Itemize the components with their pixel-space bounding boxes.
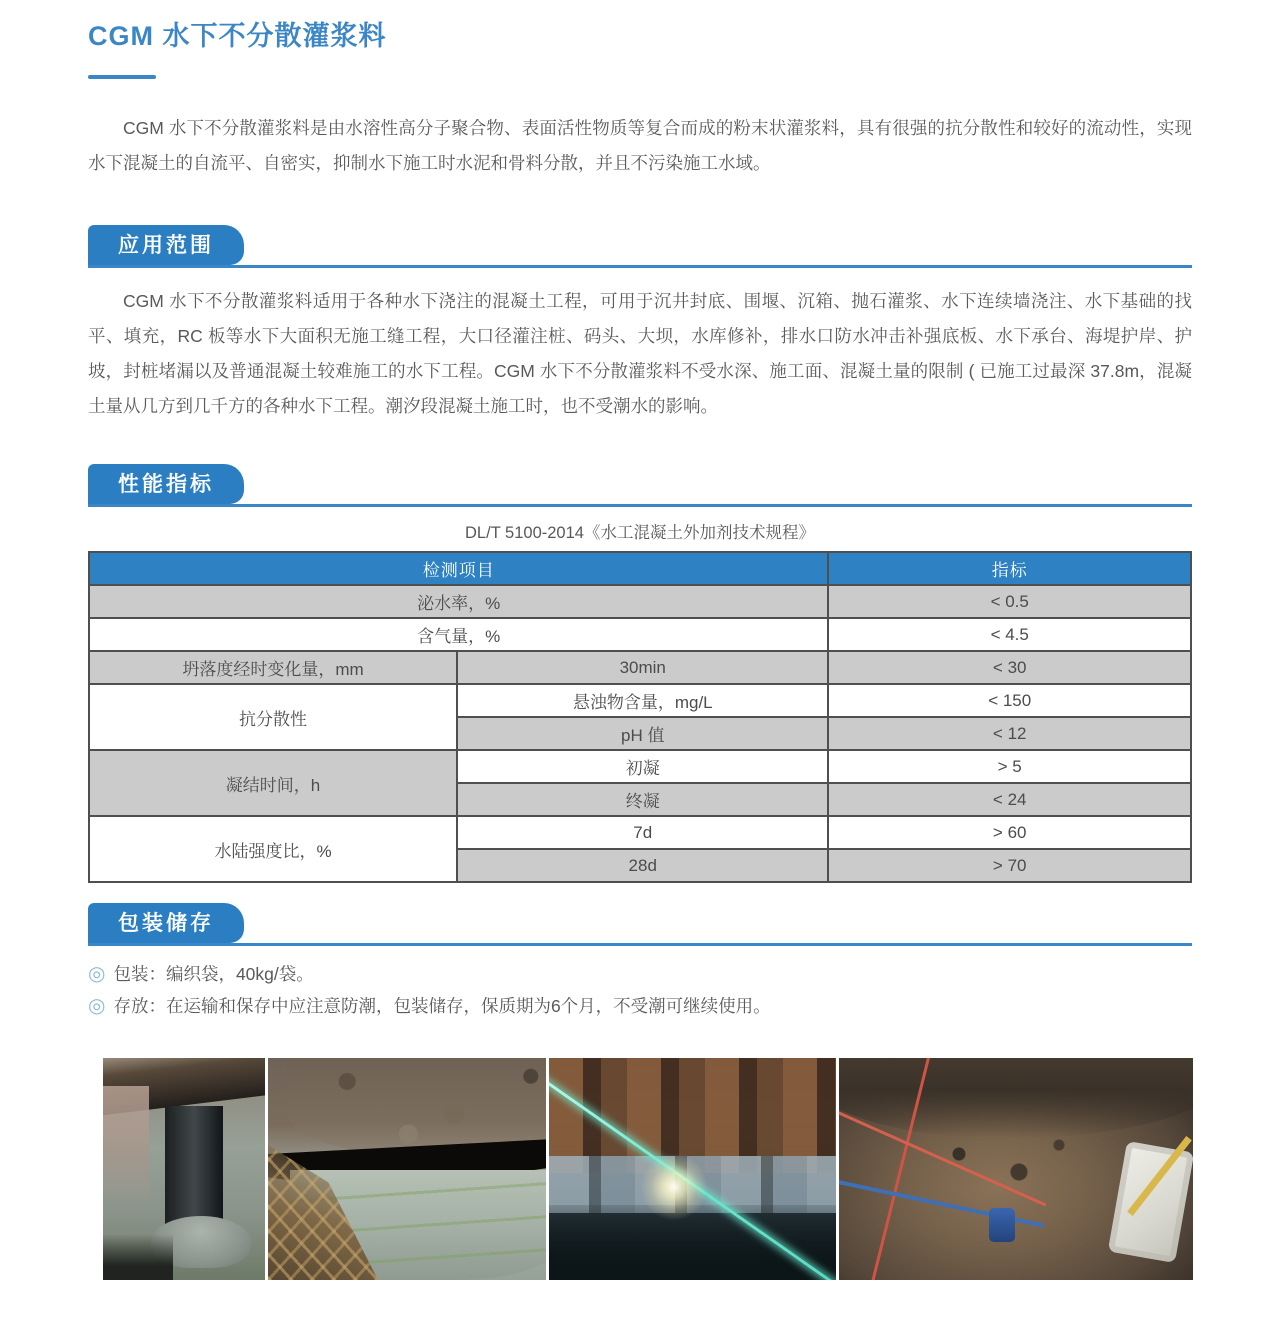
cell-subitem: 终凝 bbox=[457, 783, 828, 816]
cell-item: 凝结时间，h bbox=[89, 750, 457, 816]
gallery-photo-pile-repair bbox=[268, 1058, 546, 1280]
table-row bbox=[89, 750, 1191, 783]
header-cell-value: 指标 bbox=[828, 552, 1191, 585]
header-cell-item: 检测项目 bbox=[89, 552, 828, 585]
section-badge-performance: 性能指标 bbox=[88, 464, 244, 504]
table-row bbox=[89, 585, 1191, 618]
cell-value: < 0.5 bbox=[828, 585, 1191, 618]
application-paragraph: CGM 水下不分散灌浆料适用于各种水下浇注的混凝土工程，可用于沉井封底、围堰、沉箱、抛石灌浆、水下连续墙浇注、水下基础的找平、填充，RC 板等水下大面积无施工缝工程，大口径灌注桩、码头、大坝，水库修补，排水口防水冲击补强底板、水下承台、海堤护岸、护坡，封桩堵漏以及普通混凝土较难施工的水下工程。CGM 水下不分散灌浆料不受水深、施工面、混凝土量的限制 ( 已施工过最深 37.8m，混凝土量从几方到几千方的各种水下工程。潮汐段混凝土施工时，也不受潮水的影响。 bbox=[88, 291, 1192, 416]
intro-paragraph: CGM 水下不分散灌浆料是由水溶性高分子聚合物、表面活性物质等复合而成的粉末状灌浆料，具有很强的抗分散性和较好的流动性，实现水下混凝土的自流平、自密实，抑制水下施工时水泥和骨料分散，并且不污染施工水域。 bbox=[88, 118, 1192, 173]
cell-value: > 5 bbox=[828, 750, 1191, 783]
table-row bbox=[89, 618, 1191, 651]
cell-value: < 150 bbox=[828, 684, 1191, 717]
cell-value: < 24 bbox=[828, 783, 1191, 816]
cell-value: < 12 bbox=[828, 717, 1191, 750]
table-row bbox=[89, 684, 1191, 717]
table-row bbox=[89, 816, 1191, 849]
section-header-performance bbox=[88, 464, 1192, 507]
packaging-list bbox=[88, 958, 1192, 1022]
list-item bbox=[88, 958, 1192, 990]
section-badge-application: 应用范围 bbox=[88, 225, 244, 265]
cell-subitem: pH 值 bbox=[457, 717, 828, 750]
section-header-application bbox=[88, 225, 1192, 268]
table-row bbox=[89, 651, 1191, 684]
ring-bullet-icon: ◎ bbox=[88, 963, 106, 985]
section-header-packaging bbox=[88, 903, 1192, 946]
table-header-row bbox=[89, 552, 1191, 585]
cell-subitem: 7d bbox=[457, 816, 828, 849]
performance-table bbox=[88, 551, 1192, 883]
table-caption: DL/T 5100-2014《水工混凝土外加剂技术规程》 bbox=[465, 524, 815, 542]
cell-subitem: 悬浊物含量，mg/L bbox=[457, 684, 828, 717]
photo-gallery bbox=[103, 1058, 1192, 1280]
section-badge-packaging: 包装储存 bbox=[88, 903, 244, 943]
cell-item: 泌水率，% bbox=[89, 585, 828, 618]
packaging-item-text: 包装：编织袋，40kg/袋。 bbox=[113, 964, 314, 984]
title-underline bbox=[88, 75, 156, 79]
cell-item: 抗分散性 bbox=[89, 684, 457, 750]
cell-item: 含气量，% bbox=[89, 618, 828, 651]
gallery-photo-night-piers bbox=[549, 1058, 836, 1280]
cell-item: 水陆强度比，% bbox=[89, 816, 457, 882]
gallery-photo-caisson-pit bbox=[839, 1058, 1193, 1280]
list-item bbox=[88, 990, 1192, 1022]
cell-subitem: 初凝 bbox=[457, 750, 828, 783]
ring-bullet-icon: ◎ bbox=[88, 995, 106, 1017]
cell-value: < 4.5 bbox=[828, 618, 1191, 651]
cell-value: < 30 bbox=[828, 651, 1191, 684]
cell-item: 坍落度经时变化量，mm bbox=[89, 651, 457, 684]
gallery-photo-pile-column bbox=[103, 1058, 265, 1280]
cell-value: > 60 bbox=[828, 816, 1191, 849]
packaging-item-text: 存放：在运输和保存中应注意防潮，包装储存，保质期为6个月，不受潮可继续使用。 bbox=[113, 996, 771, 1016]
cell-value: > 70 bbox=[828, 849, 1191, 882]
page-title: CGM 水下不分散灌浆料 bbox=[88, 21, 387, 51]
cell-subitem: 28d bbox=[457, 849, 828, 882]
cell-subitem: 30min bbox=[457, 651, 828, 684]
